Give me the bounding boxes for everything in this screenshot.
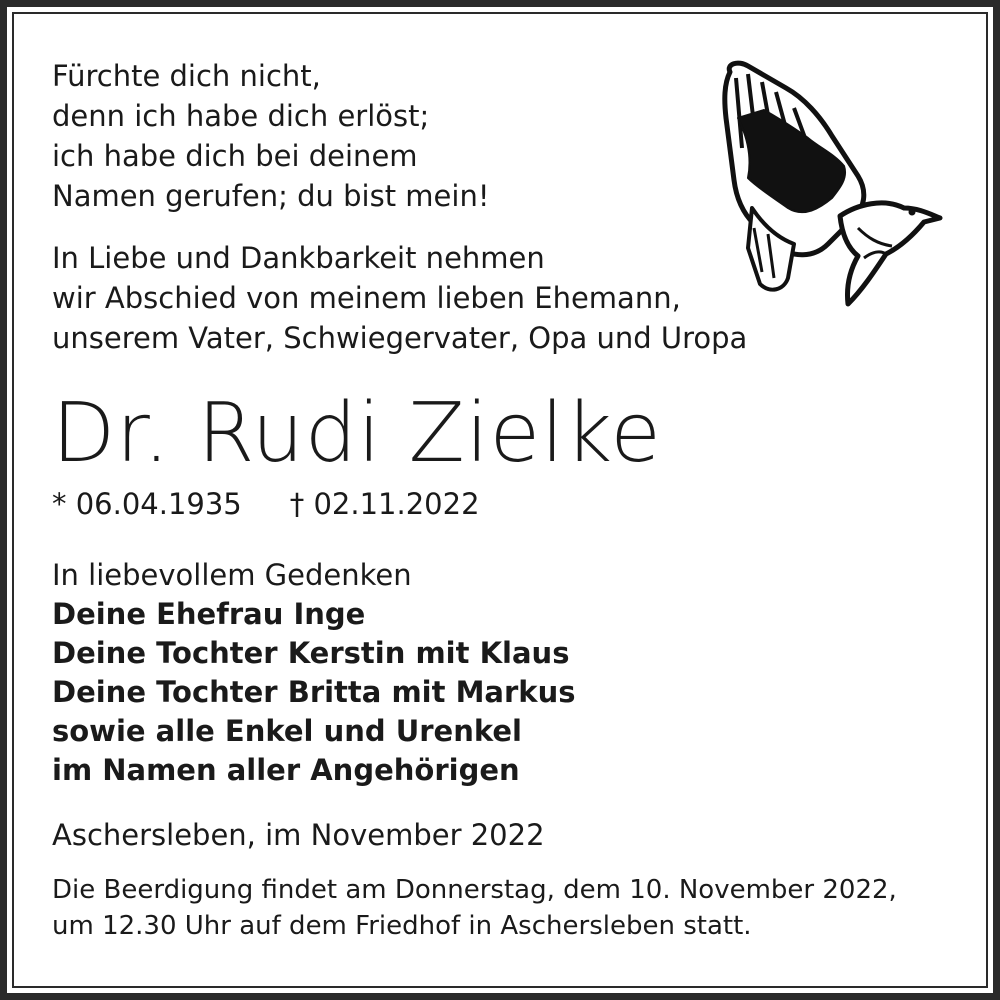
funeral-line: Die Beerdigung findet am Donnerstag, dem 10. November 2022, [52, 875, 897, 905]
deceased-name: Dr. Rudi Zielke [52, 386, 662, 481]
verse-line: Fürchte dich nicht, [52, 59, 321, 93]
death-date: † 02.11.2022 [289, 487, 480, 521]
mourner-line: Deine Ehefrau Inge [52, 597, 366, 631]
mourners-section [52, 556, 576, 790]
mourner-line: Deine Tochter Britta mit Markus [52, 675, 576, 709]
intro-text [52, 238, 747, 358]
bible-verse [52, 56, 489, 216]
memory-heading: In liebevollem Gedenken [52, 558, 412, 592]
verse-line: denn ich habe dich erlöst; [52, 99, 430, 133]
intro-line: wir Abschied von meinem lieben Ehemann, [52, 281, 681, 315]
mourner-line: im Namen aller Angehörigen [52, 753, 520, 787]
verse-line: ich habe dich bei deinem [52, 139, 418, 173]
mourner-line: sowie alle Enkel und Urenkel [52, 714, 522, 748]
verse-line: Namen gerufen; du bist mein! [52, 179, 490, 213]
birth-date: * 06.04.1935 [52, 487, 242, 521]
mourner-line: Deine Tochter Kerstin mit Klaus [52, 636, 570, 670]
intro-line: In Liebe und Dankbarkeit nehmen [52, 241, 545, 275]
intro-line: unserem Vater, Schwiegervater, Opa und Uropa [52, 321, 748, 355]
funeral-notice [52, 872, 897, 944]
place-date: Aschersleben, im November 2022 [52, 818, 545, 852]
funeral-line: um 12.30 Uhr auf dem Friedhof in Aschersleben statt. [52, 911, 752, 941]
life-dates [52, 484, 480, 524]
